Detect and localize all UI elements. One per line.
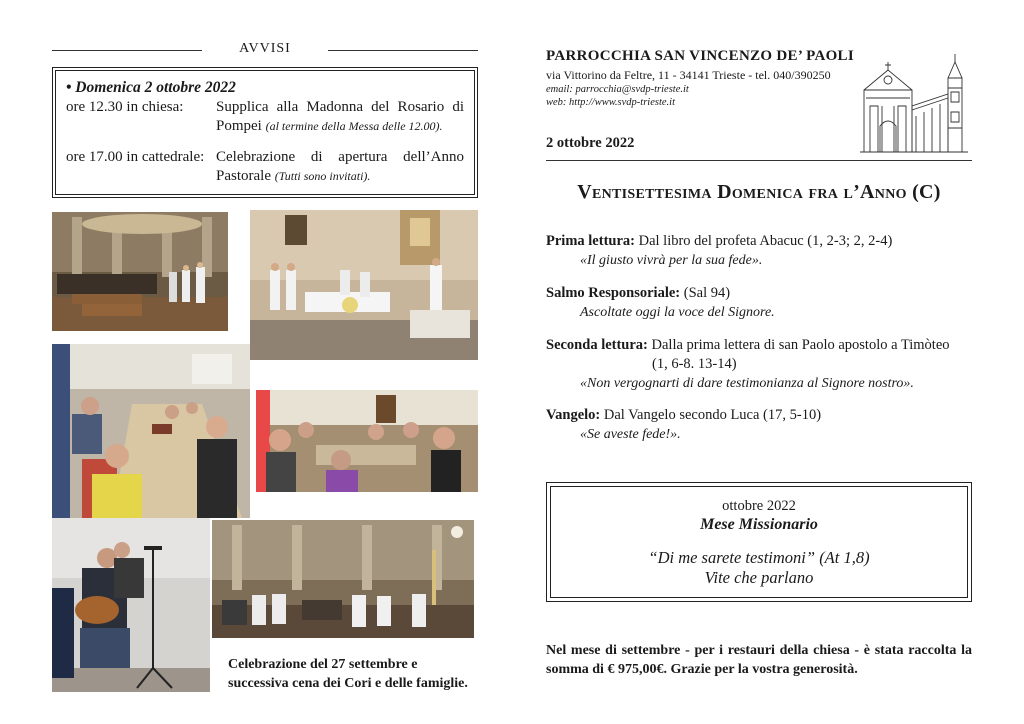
avvisi-note: (al termine della Messa delle 12.00). (265, 119, 443, 133)
reading-source: Dal libro del profeta Abacuc (1, 2-3; 2, 2-4) (634, 233, 893, 249)
avvisi-event: Celebrazione di apertura dell’Anno Pastorale (216, 149, 464, 184)
mission-subtitle: Vite che parlano (704, 568, 814, 587)
reading-quote: Ascoltate oggi la voce del Signore. (580, 305, 775, 320)
avvisi-title: AVVISI (239, 41, 291, 56)
reading-quote: «Il giusto vivrà per la sua fede». (580, 253, 763, 268)
reading-source-cont: (1, 6-8. 13-14) (652, 356, 737, 372)
mission-month: ottobre 2022 (722, 498, 796, 514)
reading-label: Prima lettura: (546, 233, 635, 249)
reading-label: Vangelo: (546, 407, 601, 423)
parish-address: via Vittorino da Feltre, 11 - 34141 Trieste - tel. 040/390250 (546, 68, 831, 82)
divider (328, 50, 478, 51)
avvisi-item (66, 148, 464, 186)
avvisi-item (66, 98, 464, 136)
second-reading (546, 336, 972, 393)
avvisi-header (52, 40, 478, 60)
mission-quote: “Di me sarete testimoni” (At 1,8) (648, 548, 870, 567)
mission-box (546, 482, 972, 602)
document-date: 2 ottobre 2022 (546, 135, 635, 151)
parish-email: email: parrocchia@svdp-trieste.it (546, 84, 689, 95)
reading-source: Dal Vangelo secondo Luca (17, 5-10) (600, 407, 822, 423)
avvisi-note: (Tutti sono invitati). (274, 169, 371, 183)
church-drawing-icon (856, 48, 972, 156)
gospel-reading (546, 406, 972, 444)
photo-guitarists (52, 518, 210, 692)
reading-source: Dalla prima lettera di san Paolo apostolo a Timòteo (647, 337, 950, 353)
reading-source: (Sal 94) (680, 285, 731, 301)
page-title: Ventisettesima Domenica fra l’Anno (C) (577, 181, 941, 203)
avvisi-time: ore 17.00 in cattedrale: (66, 149, 205, 165)
collection-note: Nel mese di settembre - per i restauri della chiesa - è stata raccolta la somma di € 975,00€. Grazie per la vostra generosità. (546, 643, 972, 677)
first-reading (546, 232, 972, 270)
divider (546, 160, 972, 161)
photo-procession (52, 212, 228, 331)
parish-web: web: http://www.svdp-trieste.it (546, 97, 676, 108)
reading-label: Salmo Responsoriale: (546, 285, 681, 301)
photo-caption: Celebrazione del 27 settembre e successiva cena dei Cori e delle famiglie. (228, 657, 468, 691)
reading-quote: «Se aveste fede!». (580, 427, 681, 442)
avvisi-date: • Domenica 2 ottobre 2022 (66, 79, 236, 96)
reading-label: Seconda lettura: (546, 337, 648, 353)
photo-choir-church (212, 520, 474, 638)
photo-altar-mass (250, 210, 478, 360)
psalm-reading (546, 284, 972, 322)
avvisi-event: Supplica alla Madonna del Rosario di Pompei (216, 99, 464, 134)
photo-dinner-hall (52, 344, 250, 518)
photo-dinner-group (256, 390, 478, 492)
reading-quote: «Non vergognarti di dare testimonianza al Signore nostro». (580, 376, 914, 391)
mission-title: Mese Missionario (700, 516, 818, 533)
avvisi-time: ore 12.30 in chiesa: (66, 99, 184, 115)
avvisi-box (52, 67, 478, 198)
parish-name: PARROCCHIA SAN VINCENZO DE’ PAOLI (546, 48, 854, 64)
